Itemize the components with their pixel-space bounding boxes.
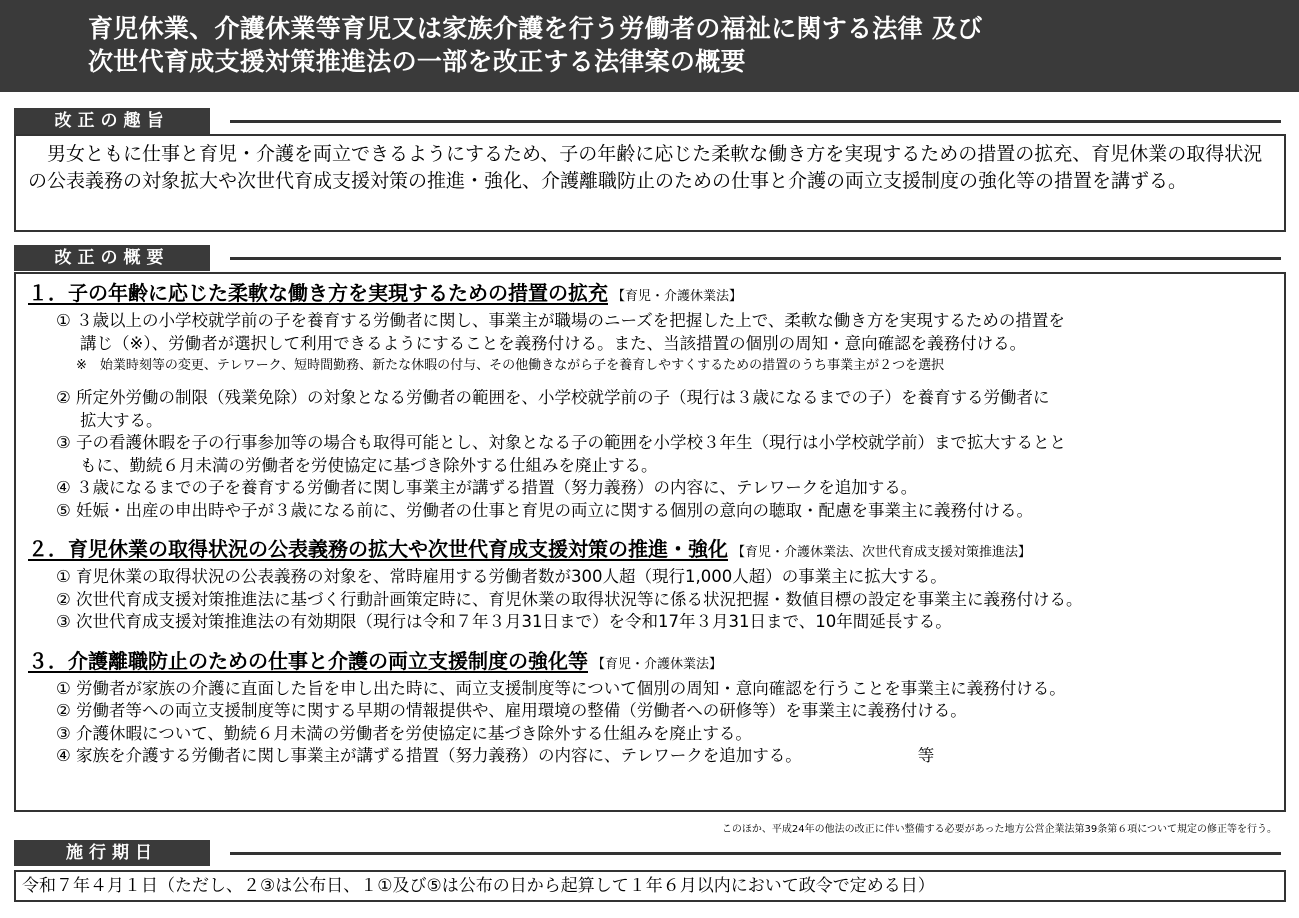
item-text: ④ 家族を介護する労働者に関し事業主が講ずる措置（努力義務）の内容に、テレワークを追加する。 (56, 746, 802, 765)
item-text: ④ ３歳になるまでの子を養育する労働者に関し事業主が講ずる措置（努力義務）の内容に、テレワークを追加する。 (56, 478, 918, 497)
footnote: このほか、平成24年の他法の改正に伴い整備する必要があった地方公営企業法第39条第６項について規定の修正等を行う。 (721, 824, 1277, 835)
list-item: ② 次世代育成支援対策推進法に基づく行動計画策定時に、育児休業の取得状況等に係る状況把握・数値目標の設定を事業主に義務付ける。 (56, 589, 1083, 609)
gaiyo-box (14, 272, 1286, 812)
section-1-heading (28, 280, 1274, 310)
law-tag: 【育児・介護休業法、次世代育成支援対策推進法】 (732, 545, 1032, 560)
section-2-heading (28, 536, 1274, 566)
list-item: ③ 次世代育成支援対策推進法の有効期限（現行は令和７年３月31日まで）を令和17年３月31日まで、10年間延長する。 (56, 612, 952, 631)
footnote-note: ※ 始業時刻等の変更、テレワーク、短時間勤務、新たな休暇の付与、その他働きながら子を養育しやすくするための措置のうち事業主が２つを選択 (76, 358, 945, 373)
section-heading-text: １．子の年齢に応じた柔軟な働き方を実現するための措置の拡充 (28, 281, 608, 305)
item-text: ① ３歳以上の小学校就学前の子を養育する労働者に関し、事業主が職場のニーズを把握した上で、柔軟な働き方を実現するための措置を (56, 311, 1065, 330)
shushi-rule (230, 120, 1281, 123)
list-item: ② 労働者等への両立支援制度等に関する早期の情報提供や、雇用環境の整備（労働者への研修等）を事業主に義務付ける。 (56, 701, 967, 720)
section-heading-text: ２．育児休業の取得状況の公表義務の拡大や次世代育成支援対策の推進・強化 (28, 537, 728, 561)
title-line-2: 次世代育成支援対策推進法の一部を改正する法律案の概要 (88, 47, 746, 76)
shushi-text: 男女ともに仕事と育児・介護を両立できるようにするため、子の年齢に応じた柔軟な働き方を実現するための措置の拡充、育児休業の取得状況の公表義務の対象拡大や次世代育成支援対策の推進・強化、介護離職防止のための仕事と介護の両立支援制度の強化等の措置を講ずる。 (28, 143, 1263, 192)
gaiyo-label: 改正の概要 (14, 245, 210, 271)
shushi-label: 改正の趣旨 (14, 108, 210, 134)
section-3-heading (28, 648, 1274, 678)
list-item (28, 500, 1274, 523)
list-item (28, 310, 1274, 355)
shikou-rule (230, 852, 1281, 855)
title-line-1: 育児休業、介護休業等育児又は家族介護を行う労働者の福祉に関する法律 及び (88, 14, 983, 43)
item-text-cont: 講じ（※）、労働者が選択して利用できるようにすることを義務付ける。また、当該措置の個別の周知・意向確認を義務付ける。 (80, 333, 1027, 353)
shushi-box (14, 134, 1286, 232)
list-item (28, 477, 1274, 500)
item-text: ② 所定外労働の制限（残業免除）の対象となる労働者の範囲を、小学校就学前の子（現行は３歳になるまでの子）を養育する労働者に (56, 388, 1050, 407)
section-heading-text: ３．介護離職防止のための仕事と介護の両立支援制度の強化等 (28, 648, 588, 673)
shikou-text: 令和７年４月１日（ただし、２③は公布日、１①及び⑤は公布の日から起算して１年６月以内において政令で定める日） (22, 876, 935, 896)
shikou-label: 施行期日 (14, 840, 210, 866)
item-text-cont: 拡大する。 (80, 410, 163, 430)
title-bar (0, 0, 1299, 92)
list-item (28, 387, 1274, 432)
shikou-box (14, 870, 1286, 902)
law-tag: 【育児・介護休業法】 (612, 289, 743, 304)
law-tag: 【育児・介護休業法】 (592, 656, 723, 672)
item-text: ③ 子の看護休暇を子の行事参加等の場合も取得可能とし、対象となる子の範囲を小学校３年生（現行は小学校就学前）まで拡大するとと (56, 433, 1067, 452)
list-item (28, 432, 1274, 477)
list-item: ① 育児休業の取得状況の公表義務の対象を、常時雇用する労働者数が300人超（現行1,000人超）の事業主に拡大する。 (56, 567, 947, 586)
item-text-cont: もに、勤続６月未満の労働者を労使協定に基づき除外する仕組みを廃止する。 (80, 455, 658, 475)
item-text: ⑤ 妊娠・出産の申出時や子が３歳になる前に、労働者の仕事と育児の両立に関する個別の意向の聴取・配慮を事業主に義務付ける。 (56, 500, 1034, 520)
gaiyo-rule (230, 257, 1281, 260)
list-item: ③ 介護休暇について、勤続６月未満の労働者を労使協定に基づき除外する仕組みを廃止する。 (56, 723, 752, 743)
list-item: ① 労働者が家族の介護に直面した旨を申し出た時に、両立支援制度等について個別の周知・意向確認を行うことを事業主に義務付ける。 (56, 678, 1066, 698)
list-item: ④ 家族を介護する労働者に関し事業主が講ずる措置（努力義務）の内容に、テレワークを追加する。 等 (56, 746, 935, 765)
